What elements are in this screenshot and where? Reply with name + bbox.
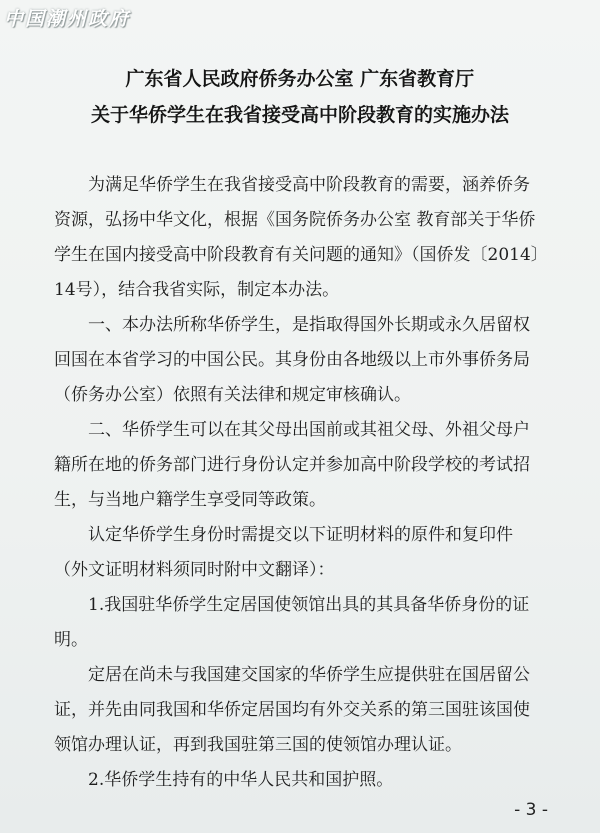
body-line: 为满足华侨学生在我省接受高中阶段教育的需要，涵养侨务 <box>54 175 530 195</box>
watermark-logo: 中国潮州政府 <box>4 8 131 30</box>
body-line: （外文证明材料须同时附中文翻译）： <box>54 560 335 580</box>
body-line: 资源，弘扬中华文化，根据《国务院侨务办公室 教育部关于华侨 <box>54 210 536 230</box>
body-line: 14号），结合我省实际，制定本办法。 <box>54 280 340 300</box>
document-title-line-1: 广东省人民政府侨务办公室 广东省教育厅 <box>125 68 475 90</box>
body-line: 二、华侨学生可以在其父母出国前或其祖父母、外祖父母户 <box>54 420 530 440</box>
body-line: 领馆办理认证，再到我国驻第三国的使领馆办理认证。 <box>54 735 462 755</box>
body-line: 2.华侨学生持有的中华人民共和国护照。 <box>54 770 394 790</box>
document-title-line-2: 关于华侨学生在我省接受高中阶段教育的实施办法 <box>91 104 510 126</box>
body-line: 认定华侨学生身份时需提交以下证明材料的原件和复印件 <box>54 525 513 545</box>
body-line: 回国在本省学习的中国公民。其身份由各地级以上市外事侨务局 <box>54 350 530 370</box>
body-line: 定居在尚未与我国建交国家的华侨学生应提供驻在国居留公 <box>54 665 530 685</box>
body-line: 生，与当地户籍学生享受同等政策。 <box>54 490 326 510</box>
body-line: 学生在国内接受高中阶段教育有关问题的通知》（国侨发〔2014〕 <box>54 245 548 265</box>
body-line: 证，并先由同我国和华侨定居国均有外交关系的第三国驻该国使 <box>54 700 530 720</box>
page-number: - 3 - <box>514 800 548 820</box>
body-line: 1.我国驻华侨学生定居国使领馆出具的其具备华侨身份的证 <box>54 595 530 615</box>
body-line: （侨务办公室）依照有关法律和规定审核确认。 <box>54 385 411 405</box>
body-line: 籍所在地的侨务部门进行身份认定并参加高中阶段学校的考试招 <box>54 455 530 475</box>
body-line: 明。 <box>54 630 88 650</box>
body-line: 一、本办法所称华侨学生，是指取得国外长期或永久居留权 <box>54 315 530 335</box>
